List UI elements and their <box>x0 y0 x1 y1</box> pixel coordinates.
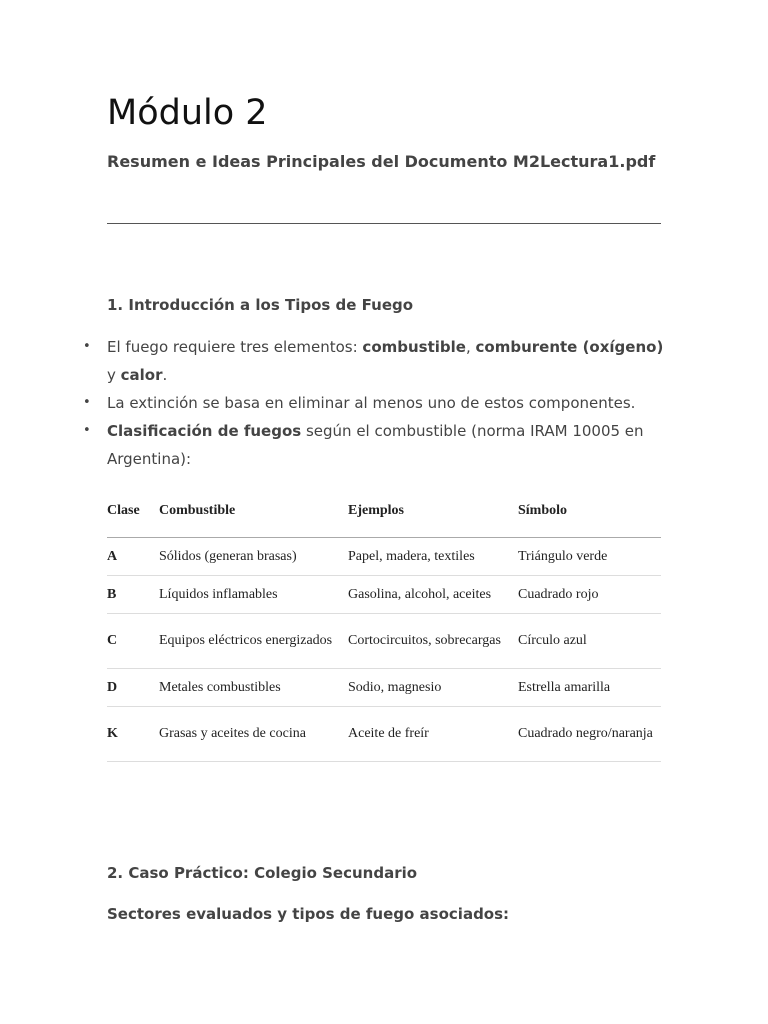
column-header-combustible: Combustible <box>159 485 348 538</box>
cell-clase: K <box>107 707 159 762</box>
cell-combustible: Sólidos (generan brasas) <box>159 538 348 576</box>
cell-ejemplos: Aceite de freír <box>348 707 518 762</box>
list-item: • La extinción se basa en eliminar al menos uno de estos componentes. <box>107 389 667 417</box>
column-header-ejemplos: Ejemplos <box>348 485 518 538</box>
column-header-simbolo: Símbolo <box>518 485 661 538</box>
cell-ejemplos: Papel, madera, textiles <box>348 538 518 576</box>
cell-simbolo: Cuadrado rojo <box>518 576 661 614</box>
cell-combustible: Metales combustibles <box>159 669 348 707</box>
cell-ejemplos: Cortocircuitos, sobrecargas <box>348 614 518 669</box>
table-row <box>107 576 661 614</box>
horizontal-divider <box>107 223 661 224</box>
cell-simbolo: Círculo azul <box>518 614 661 669</box>
table-header-row <box>107 485 661 538</box>
cell-ejemplos: Sodio, magnesio <box>348 669 518 707</box>
list-item: • Clasificación de fuegos según el combustible (norma IRAM 10005 en Argentina): <box>107 417 667 473</box>
table-row <box>107 614 661 669</box>
table-row <box>107 707 661 762</box>
cell-combustible: Líquidos inflamables <box>159 576 348 614</box>
cell-ejemplos: Gasolina, alcohol, aceites <box>348 576 518 614</box>
cell-simbolo: Cuadrado negro/naranja <box>518 707 661 762</box>
page-title: Módulo 2 <box>107 93 268 133</box>
section-2-subheading: Sectores evaluados y tipos de fuego asociados: <box>107 905 510 923</box>
table-row <box>107 669 661 707</box>
document-subtitle: Resumen e Ideas Principales del Documento M2Lectura1.pdf <box>107 152 656 171</box>
cell-clase: B <box>107 576 159 614</box>
cell-simbolo: Estrella amarilla <box>518 669 661 707</box>
section-2-heading: 2. Caso Práctico: Colegio Secundario <box>107 864 418 882</box>
cell-clase: A <box>107 538 159 576</box>
fire-classification-table <box>107 485 661 762</box>
cell-combustible: Grasas y aceites de cocina <box>159 707 348 762</box>
table-row <box>107 538 661 576</box>
cell-clase: D <box>107 669 159 707</box>
list-item: • El fuego requiere tres elementos: combustible, comburente (oxígeno) y calor. <box>107 333 667 389</box>
cell-simbolo: Triángulo verde <box>518 538 661 576</box>
cell-clase: C <box>107 614 159 669</box>
column-header-clase: Clase <box>107 485 159 538</box>
bullet-list <box>107 333 667 473</box>
section-1-heading: 1. Introducción a los Tipos de Fuego <box>107 296 414 314</box>
cell-combustible: Equipos eléctricos energizados <box>159 614 348 669</box>
